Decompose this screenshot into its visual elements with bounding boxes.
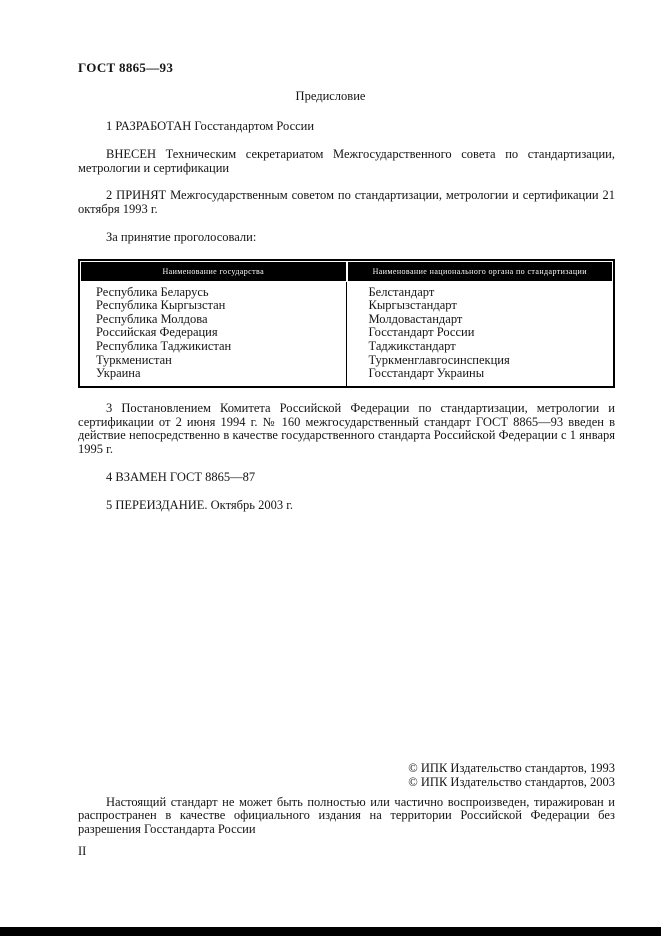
clause-1-submitted: ВНЕСЕН Техническим секретариатом Межгосударственного совета по стандартизации, метрологии и сертификации (78, 146, 615, 175)
table-cell-body: Таджикстандарт (368, 338, 456, 353)
table-cell-body: Госстандарт России (368, 325, 475, 340)
table-cell-body: Белстандарт (368, 284, 435, 299)
table-row (80, 340, 613, 354)
vote-table-header-body: Наименование национального органа по стандартизации (347, 261, 614, 282)
vote-intro: За принятие проголосовали: (106, 229, 257, 244)
table-cell-state: Республика Молдова (80, 313, 347, 327)
page-number: II (78, 843, 87, 858)
table-cell-body: Туркменглавгосинспекция (368, 352, 510, 367)
table-row (80, 313, 613, 327)
page-footer (78, 762, 615, 859)
vote-table-header-state: Наименование государства (80, 261, 347, 282)
preface-content (78, 120, 615, 527)
table-row (80, 282, 613, 300)
copyright-line-2003: © ИПК Издательство стандартов, 2003 (408, 774, 615, 789)
table-row (80, 354, 613, 368)
table-cell-body: Госстандарт Украины (368, 366, 485, 381)
table-cell-state: Республика Кыргызстан (80, 299, 347, 313)
doc-code: ГОСТ 8865—93 (78, 60, 174, 75)
legal-notice: Настоящий стандарт не может быть полностью или частично воспроизведен, тиражирован и распространен в качестве официального издания на территории Российской Федерации без разрешения Госстандарта России (78, 794, 615, 837)
table-row (80, 367, 613, 386)
table-cell-state: Российская Федерация (80, 326, 347, 340)
scan-edge-bar (0, 927, 661, 936)
table-cell-state: Туркменистан (80, 354, 347, 368)
page-title: Предисловие (295, 89, 366, 103)
clause-4-replaces: 4 ВЗАМЕН ГОСТ 8865—87 (106, 469, 256, 484)
table-cell-state: Республика Таджикистан (80, 340, 347, 354)
clause-2-adopted: 2 ПРИНЯТ Межгосударственным советом по стандартизации, метрологии и сертификации 21 октября 1993 г. (78, 188, 615, 217)
vote-table (78, 259, 615, 388)
table-row (80, 299, 613, 313)
table-cell-body: Кыргызстандарт (368, 298, 457, 313)
table-cell-state: Украина (80, 367, 347, 386)
table-cell-state: Республика Беларусь (80, 282, 347, 300)
copyright-line-1993: © ИПК Издательство стандартов, 1993 (408, 761, 615, 775)
clause-1-developed: 1 РАЗРАБОТАН Госстандартом России (106, 119, 315, 133)
clause-5-reissue: 5 ПЕРЕИЗДАНИЕ. Октябрь 2003 г. (106, 497, 294, 512)
clause-3-enacted: 3 Постановлением Комитета Российской Федерации по стандартизации, метрологии и сертификации от 2 июня 1994 г. № 160 межгосударственный стандарт ГОСТ 8865—93 введен в действие непосредственно в качестве государственного стандарта Российской Федерации с 1 января 1995 г. (78, 400, 615, 457)
table-row (80, 326, 613, 340)
table-cell-body: Молдовастандарт (368, 311, 463, 326)
vote-table-header-row (80, 261, 613, 282)
